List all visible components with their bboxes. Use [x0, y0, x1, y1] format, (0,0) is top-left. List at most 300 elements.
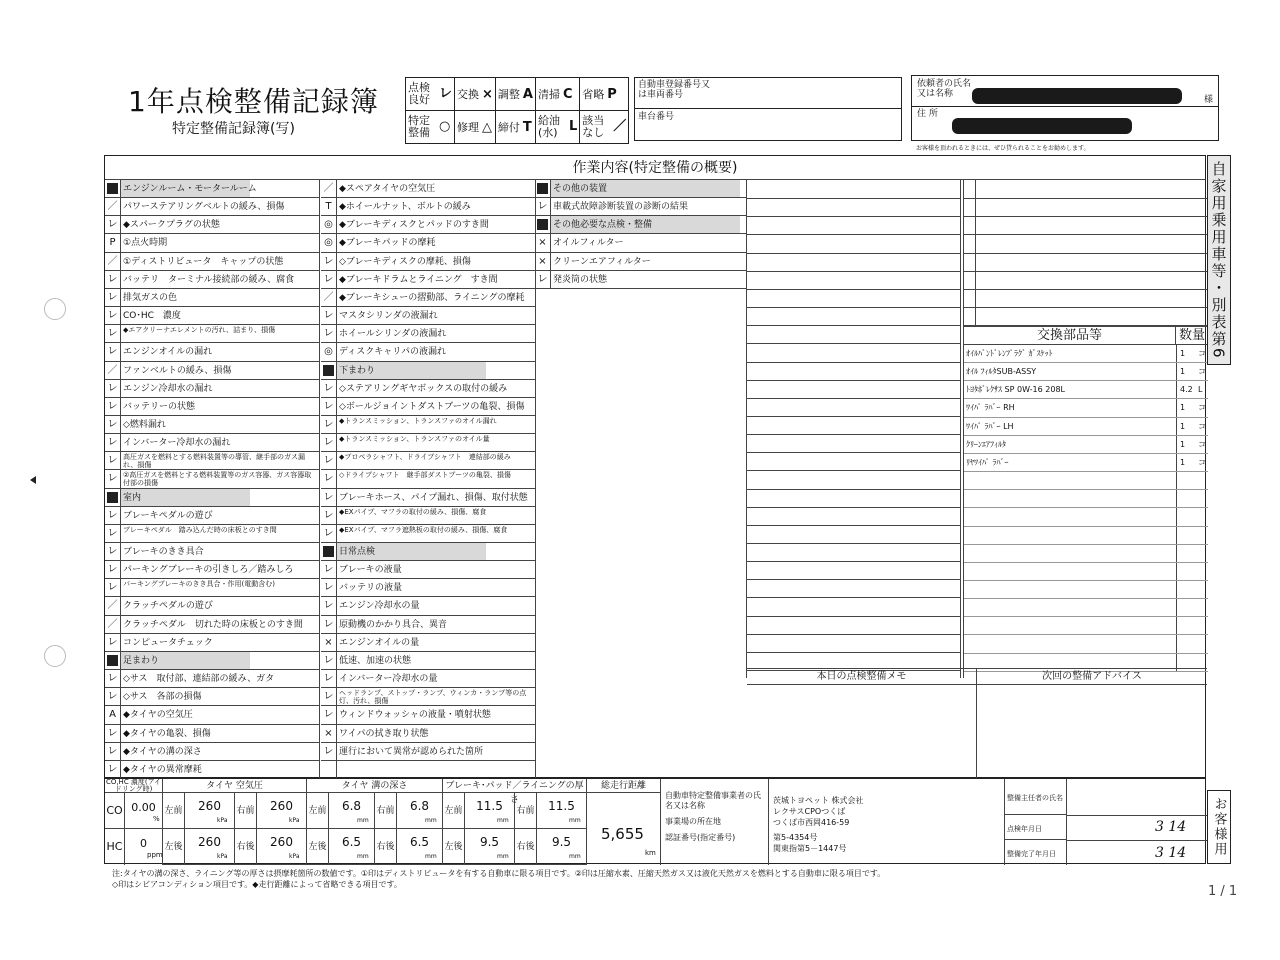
checklist-column-3 — [535, 180, 747, 678]
check-item-label: クリーンエアフィルター — [553, 256, 651, 267]
check-mark: レ — [105, 452, 121, 469]
check-mark: レ — [321, 452, 337, 469]
qty-header: 数量 — [1176, 327, 1208, 345]
footnote-1: 注:タイヤの溝の深さ、ライニング等の厚さは摂摩耗箇所の数値です。①印はディストリビュータを有する自動車に限る項目です。②印は圧縮水素、圧縮天然ガス又は液化天然ガスを燃料とする自動車に限る項目です。 — [112, 869, 886, 878]
punch-hole — [44, 298, 66, 320]
memo-label: 本日の点検整備メモ — [747, 669, 976, 685]
check-item-label: ブレーキホース、パイプ漏れ、損傷、取付状態 — [339, 492, 528, 503]
part-qty: 1 — [1180, 403, 1186, 413]
check-mark: レ — [321, 434, 337, 451]
checklist-row — [321, 688, 535, 706]
part-name: ﾜｲﾊﾟ ﾗﾊﾞｰ LH — [966, 421, 1014, 431]
check-mark: レ — [105, 670, 121, 687]
parts-row — [964, 527, 1208, 545]
customer-copy-label: お客様用 — [1211, 797, 1227, 857]
page-subtitle: 特定整備記録簿(写) — [172, 121, 295, 137]
position-label: 右後 — [515, 829, 537, 865]
parts-row — [964, 563, 1208, 581]
check-item-label: ◇ドライブシャフト 継手部ダストブーツの亀裂、損傷 — [339, 471, 511, 480]
check-mark: ／ — [105, 616, 121, 633]
position-label: 右前 — [375, 793, 397, 829]
section-header-row — [105, 652, 319, 670]
check-mark: レ — [105, 761, 121, 778]
section-marker — [535, 180, 551, 197]
part-unit: コ — [1198, 403, 1206, 413]
vehicle-info-box — [634, 77, 902, 141]
position-label: 左前 — [163, 793, 185, 829]
measurement-value: 260 — [185, 829, 235, 865]
hc-unit: ppm — [147, 851, 163, 859]
legend-label: 交換 — [457, 87, 480, 101]
check-mark: レ — [535, 271, 551, 288]
legend-item — [406, 111, 455, 144]
check-mark: ／ — [321, 289, 337, 306]
check-mark: ／ — [105, 253, 121, 270]
measurement-value: 260 — [185, 793, 235, 829]
check-mark: レ — [321, 507, 337, 524]
check-item-label: ホイールシリンダの液漏れ — [339, 329, 447, 340]
legend-item — [495, 111, 535, 144]
check-mark: ◎ — [321, 216, 337, 233]
checklist-row — [321, 634, 535, 652]
checklist-row — [535, 198, 746, 216]
work-header: 作業内容(特定整備の概要) — [105, 156, 1205, 180]
position-label: 左後 — [443, 829, 465, 865]
co-label: CO — [105, 793, 125, 829]
chief-label: 整備主任者の氏名 — [1005, 779, 1067, 815]
checklist-row — [105, 307, 319, 325]
check-item-label: ◆エアクリーナエレメントの汚れ、詰まり、損傷 — [123, 326, 276, 335]
checklist-row — [105, 525, 319, 543]
measurement-unit: mm — [497, 853, 509, 860]
checklist-row — [321, 216, 535, 234]
checklist-column-2 — [321, 180, 536, 779]
check-mark: レ — [105, 325, 121, 342]
section-title: その他の装置 — [553, 184, 608, 194]
checklist-row — [105, 543, 319, 561]
part-name: ｵｲﾙﾊﾞﾝﾄﾞﾚﾝﾌﾟﾗｸﾞ ｶﾞｽｹｯﾄ — [966, 349, 1053, 358]
check-item-label: インバーター冷却水の漏れ — [123, 438, 231, 449]
check-mark: レ — [321, 688, 337, 705]
check-item-label: ◆ブレーキシューの摺動部、ライニングの摩耗 — [339, 292, 525, 303]
checklist-row — [321, 253, 535, 271]
business-name-2: レクサスCPOつくば — [773, 807, 846, 816]
legend-code: △ — [482, 119, 493, 135]
measurement-value: 9.5 — [537, 829, 587, 865]
legend-label: 修理 — [457, 120, 480, 134]
check-item-label: ◆タイヤの亀裂、損傷 — [123, 728, 211, 739]
check-mark: レ — [105, 307, 121, 324]
chassis-label: 車台番号 — [638, 112, 675, 122]
checklist-row — [321, 652, 535, 670]
check-item-label: マスタシリンダの液漏れ — [339, 311, 438, 322]
check-mark: レ — [105, 543, 121, 560]
check-mark: P — [105, 234, 121, 251]
checklist-row — [105, 470, 319, 488]
client-name-label: 依頼者の氏名又は名称 — [917, 79, 972, 99]
check-item-label: ヘッドランプ、ストップ・ランプ、ウィンカ・ランプ等の点灯、汚れ、損傷 — [339, 689, 527, 706]
check-mark: レ — [321, 706, 337, 723]
check-mark: T — [321, 198, 337, 215]
check-mark: ／ — [321, 180, 337, 197]
parts-header: 交換部品等 — [964, 327, 1176, 345]
section-title: 足まわり — [123, 655, 160, 666]
check-mark: × — [535, 253, 551, 270]
measurement-unit: kPa — [217, 817, 228, 824]
checklist-row — [105, 216, 319, 234]
checklist-row — [321, 271, 535, 289]
check-mark: レ — [105, 634, 121, 651]
section-marker — [535, 216, 551, 233]
check-item-label: ◆ブレーキパッドの摩耗 — [339, 238, 436, 249]
business-info — [769, 779, 1005, 865]
check-item-label: ◆ブレーキドラムとライニング すき間 — [339, 274, 498, 285]
check-mark: レ — [105, 434, 121, 451]
blank-column-a — [747, 180, 961, 678]
check-item-label: ◆EXパイプ、マフラ遮熱板の取付の緩み、損傷、腐食 — [339, 525, 508, 534]
check-mark: レ — [321, 253, 337, 270]
check-item-label: エンジンオイルの漏れ — [123, 347, 213, 358]
advice-box — [977, 668, 1207, 779]
check-mark: レ — [105, 525, 121, 542]
address-label: 住 所 — [917, 109, 938, 119]
legend-code: L — [568, 119, 578, 134]
check-item-label: 高圧ガスを燃料とする燃料装置等の導管、継手部のガス漏れ、損傷 — [123, 453, 305, 470]
check-mark: レ — [105, 470, 121, 487]
checklist-row — [105, 579, 319, 597]
part-unit: コ — [1198, 367, 1206, 377]
measurement-value: 260 — [257, 793, 307, 829]
checklist-row — [105, 398, 319, 416]
measurement-unit: mm — [569, 853, 581, 860]
measurement-value: 6.8 — [397, 793, 443, 829]
checklist-column-1 — [105, 180, 320, 779]
cohc-header: CO,HC 濃度(アイドリング時) — [105, 778, 162, 793]
part-qty: 1 — [1180, 457, 1186, 467]
brake-thickness-header: ブレーキ･パッド／ライニングの厚さ — [443, 779, 587, 793]
check-mark: レ — [321, 470, 337, 487]
measurement-value: 6.5 — [397, 829, 443, 865]
legend-label: 該当なし — [582, 114, 605, 139]
measurement-unit: mm — [425, 853, 437, 860]
check-item-label: エンジンオイルの量 — [339, 637, 420, 648]
checklist-row — [105, 634, 319, 652]
check-mark: レ — [321, 561, 337, 578]
check-mark: レ — [105, 561, 121, 578]
position-label: 右後 — [375, 829, 397, 865]
check-item-label: ◆スパークプラグの状態 — [123, 220, 220, 231]
check-item-label: ①ディストリビュータ キャップの状態 — [123, 256, 284, 267]
section-marker — [105, 652, 121, 669]
check-mark: レ — [321, 652, 337, 669]
checklist-row — [105, 198, 319, 216]
checklist-row — [105, 234, 319, 252]
redacted-name — [972, 88, 1182, 104]
part-qty: 1 — [1180, 349, 1186, 358]
part-name: ﾜｲﾊﾟ ﾗﾊﾞｰ RH — [966, 403, 1015, 413]
measurement-value: 6.5 — [329, 829, 375, 865]
checklist-row — [105, 416, 319, 434]
check-item-label: ◆EXパイプ、マフラの取付の緩み、損傷、腐食 — [339, 507, 487, 516]
section-marker — [321, 362, 337, 379]
section-header-row — [105, 489, 319, 507]
check-item-label: コンピュータチェック — [123, 637, 213, 648]
checklist-row — [321, 398, 535, 416]
legend-code: T — [522, 119, 532, 135]
check-mark: A — [105, 706, 121, 723]
check-item-label: エンジン冷却水の量 — [339, 601, 420, 612]
check-item-label: ディスクキャリパの液漏れ — [339, 347, 447, 358]
page-marker-arrow — [30, 476, 36, 484]
check-mark: レ — [105, 398, 121, 415]
measurement-unit: kPa — [289, 817, 300, 824]
complete-date-label: 整備完了年月日 — [1005, 840, 1067, 865]
check-item-label: ウィンドウォッシャの液量・噴射状態 — [339, 710, 491, 721]
checklist-row — [321, 307, 535, 325]
checklist-row — [105, 362, 319, 380]
check-mark: レ — [321, 616, 337, 633]
check-mark: ／ — [105, 597, 121, 614]
complete-date: 3 14 — [1155, 845, 1187, 861]
check-item-label: インバーター冷却水の量 — [339, 674, 438, 685]
section-title: その他必要な点検・整備 — [553, 220, 653, 231]
checklist-row — [105, 597, 319, 615]
check-item-label: ◇サス 取付部、連結部の緩み、ガタ — [123, 674, 275, 685]
check-mark: レ — [321, 670, 337, 687]
check-item-label: 排気ガスの色 — [123, 292, 178, 303]
check-mark: レ — [105, 743, 121, 760]
parts-table — [963, 326, 1207, 678]
part-unit: L — [1198, 385, 1203, 395]
part-unit: コ — [1198, 439, 1206, 449]
business-name-label: 自動車特定整備事業者の氏名又は名称 — [665, 791, 761, 810]
check-mark: ◎ — [321, 343, 337, 360]
check-mark: ／ — [105, 362, 121, 379]
parts-row — [964, 418, 1208, 436]
check-mark: レ — [321, 325, 337, 342]
check-item-label: ◇ステアリングギヤボックスの取付の緩み — [339, 383, 508, 394]
measurement-unit: mm — [497, 817, 509, 824]
part-name: ﾄﾖﾀﾎﾞﾚｸｻｽ SP 0W-16 208L — [966, 385, 1065, 395]
tire-pressure-header: タイヤ 空気圧 — [163, 779, 307, 793]
check-item-label: バッテリーの状態 — [123, 401, 196, 412]
check-mark: レ — [105, 507, 121, 524]
check-mark: レ — [105, 579, 121, 596]
check-item-label: パーキングブレーキのきき具合・作用(電動含む) — [123, 580, 275, 589]
check-item-label: ◆タイヤの空気圧 — [123, 710, 193, 721]
checklist-row — [321, 743, 535, 761]
measurement-unit: kPa — [289, 853, 300, 860]
legend-item — [580, 111, 629, 144]
check-mark: レ — [105, 416, 121, 433]
section-marker — [321, 543, 337, 560]
checklist-row — [105, 743, 319, 761]
check-item-label: ◇サス 各部の損傷 — [123, 692, 202, 703]
check-item-label: エンジン冷却水の漏れ — [123, 383, 213, 394]
checklist-row — [105, 561, 319, 579]
measurement-unit: mm — [425, 817, 437, 824]
legend-item — [455, 78, 496, 111]
check-item-label: ①点火時期 — [123, 238, 168, 249]
business-address-label: 事業場の所在地 — [665, 817, 721, 826]
part-unit: コ — [1198, 457, 1206, 467]
check-item-label: パーキングブレーキの引きしろ／踏みしろ — [123, 565, 294, 576]
check-mark: レ — [105, 725, 121, 742]
checklist-row — [321, 416, 535, 434]
parts-row — [964, 617, 1208, 635]
checklist-row — [105, 380, 319, 398]
check-mark: ／ — [105, 198, 121, 215]
mark-legend — [405, 77, 629, 144]
check-item-label: ブレーキの液量 — [339, 565, 402, 576]
checklist-row — [535, 234, 746, 252]
parts-row — [964, 545, 1208, 563]
privacy-note: お客様を頂われるときには、ぜひ貸られることをお勧めします。 — [916, 145, 1090, 152]
measurement-unit: mm — [357, 853, 369, 860]
checklist-row — [105, 271, 319, 289]
check-mark: レ — [321, 525, 337, 542]
check-item-label: ◇ブレーキディスクの摩耗、損傷 — [339, 256, 471, 267]
position-label: 左前 — [307, 793, 329, 829]
checklist-row — [321, 706, 535, 724]
check-item-label: ◆タイヤの溝の深さ — [123, 746, 202, 757]
check-item-label: 発炎筒の状態 — [553, 274, 608, 285]
checklist-row — [321, 380, 535, 398]
client-info-box — [911, 75, 1219, 141]
measurement-section — [104, 778, 1206, 864]
inspect-date: 3 14 — [1155, 819, 1187, 835]
redacted-address — [952, 118, 1132, 134]
check-mark: × — [535, 234, 551, 251]
odometer-cell — [587, 793, 661, 865]
legend-label: 調整 — [497, 87, 520, 101]
part-qty: 1 — [1180, 367, 1186, 377]
checklist-row — [321, 507, 535, 525]
check-mark: レ — [321, 743, 337, 760]
checklist-row — [105, 725, 319, 743]
parts-row — [964, 599, 1208, 617]
co-unit: % — [153, 815, 160, 823]
business-name-1: 茨城トヨペット 株式会社 — [773, 796, 864, 805]
odometer-header: 総走行距離 — [587, 779, 661, 793]
parts-row — [964, 363, 1208, 381]
checklist-row — [105, 616, 319, 634]
section-header-row — [105, 180, 319, 198]
position-label: 左後 — [163, 829, 185, 865]
check-mark — [321, 761, 337, 778]
checklist-row — [105, 761, 319, 779]
business-labels — [661, 779, 769, 865]
check-item-label: ブレーキペダルの遊び — [123, 510, 213, 521]
check-mark: レ — [321, 271, 337, 288]
checklist-row — [321, 234, 535, 252]
odometer-value: 5,655 — [601, 825, 644, 843]
legend-item — [535, 78, 579, 111]
check-item-label: バッテリ ターミナル接続部の緩み、腐食 — [123, 274, 295, 285]
check-item-label: ◆トランスミッション、トランスファのオイル量 — [339, 435, 490, 444]
work-content-section — [104, 155, 1206, 778]
checklist-row — [321, 452, 535, 470]
part-qty: 4.2 — [1180, 385, 1193, 395]
part-name: ｵｲﾙ ﾌｨﾙﾀSUB-ASSY — [966, 367, 1037, 377]
part-unit: コ — [1198, 421, 1206, 431]
section-title: エンジンルーム・モータールーム — [123, 184, 257, 194]
check-item-label: クラッチペダル 切れた時の床板とのすき間 — [123, 619, 303, 630]
part-qty: 1 — [1180, 421, 1186, 431]
position-label: 右前 — [515, 793, 537, 829]
checklist-row — [105, 343, 319, 361]
designation-number: 関東指第5－1447号 — [773, 844, 847, 853]
page-title: 1年点検整備記録簿 — [128, 85, 379, 118]
measurement-value: 11.5 — [537, 793, 587, 829]
check-mark: × — [321, 725, 337, 742]
measurement-unit: mm — [569, 817, 581, 824]
legend-code: × — [482, 86, 493, 102]
check-item-label: パワーステアリングベルトの緩み、損傷 — [123, 202, 285, 213]
checklist-row — [321, 616, 535, 634]
check-item-label: バッテリの液量 — [339, 583, 403, 594]
part-name: ﾘﾔﾜｲﾊﾟ ﾗﾊﾞｰ — [966, 457, 1009, 467]
check-item-label: CO･HC 濃度 — [123, 311, 181, 322]
position-label: 右後 — [235, 829, 257, 865]
checklist-row — [105, 253, 319, 271]
hc-label: HC — [105, 829, 125, 865]
check-item-label: オイルフィルター — [553, 238, 624, 249]
part-qty: 1 — [1180, 439, 1186, 449]
checklist-row — [321, 470, 535, 488]
check-item-label: ◇ボールジョイントダストブーツの亀裂、損傷 — [339, 401, 525, 412]
legend-label: 省略 — [582, 87, 605, 101]
check-item-label: ◆ホイールナット、ボルトの緩み — [339, 202, 471, 213]
checklist-row — [321, 434, 535, 452]
checklist-row — [105, 688, 319, 706]
check-item-label: クラッチペダルの遊び — [123, 601, 213, 612]
legend-item — [455, 111, 496, 144]
measurement-unit: kPa — [217, 853, 228, 860]
check-mark: レ — [535, 198, 551, 215]
legend-item — [406, 78, 455, 111]
check-mark: レ — [321, 307, 337, 324]
checklist-row — [105, 452, 319, 470]
check-mark: ◎ — [321, 234, 337, 251]
check-mark: レ — [321, 597, 337, 614]
check-mark: レ — [321, 380, 337, 397]
checklist-row — [321, 180, 535, 198]
business-address: つくば市西岡416-59 — [773, 818, 850, 827]
parts-row — [964, 345, 1208, 363]
checklist-row — [105, 706, 319, 724]
measurement-value: 11.5 — [465, 793, 515, 829]
check-item-label: ②高圧ガスを燃料とする燃料装置等のガス容器、ガス容器取付部の損傷 — [123, 471, 312, 488]
part-unit: コ — [1198, 349, 1206, 358]
section-title: 日常点検 — [339, 547, 376, 557]
inspect-date-label: 点検年月日 — [1005, 815, 1067, 840]
section-header-row — [321, 362, 535, 380]
legend-item — [580, 78, 629, 111]
checklist-row — [105, 670, 319, 688]
measurement-value: 9.5 — [465, 829, 515, 865]
checklist-row — [321, 289, 535, 307]
legend-label: 点検良好 — [408, 81, 430, 106]
checklist-row — [321, 597, 535, 615]
checklist-row — [321, 670, 535, 688]
blank-grid — [963, 180, 1207, 326]
legend-label: 清掃 — [537, 87, 560, 101]
position-label: 左後 — [307, 829, 329, 865]
signature-area — [1005, 779, 1207, 865]
legend-code: ○ — [439, 119, 451, 134]
tread-header: タイヤ 溝の深さ — [307, 779, 443, 793]
